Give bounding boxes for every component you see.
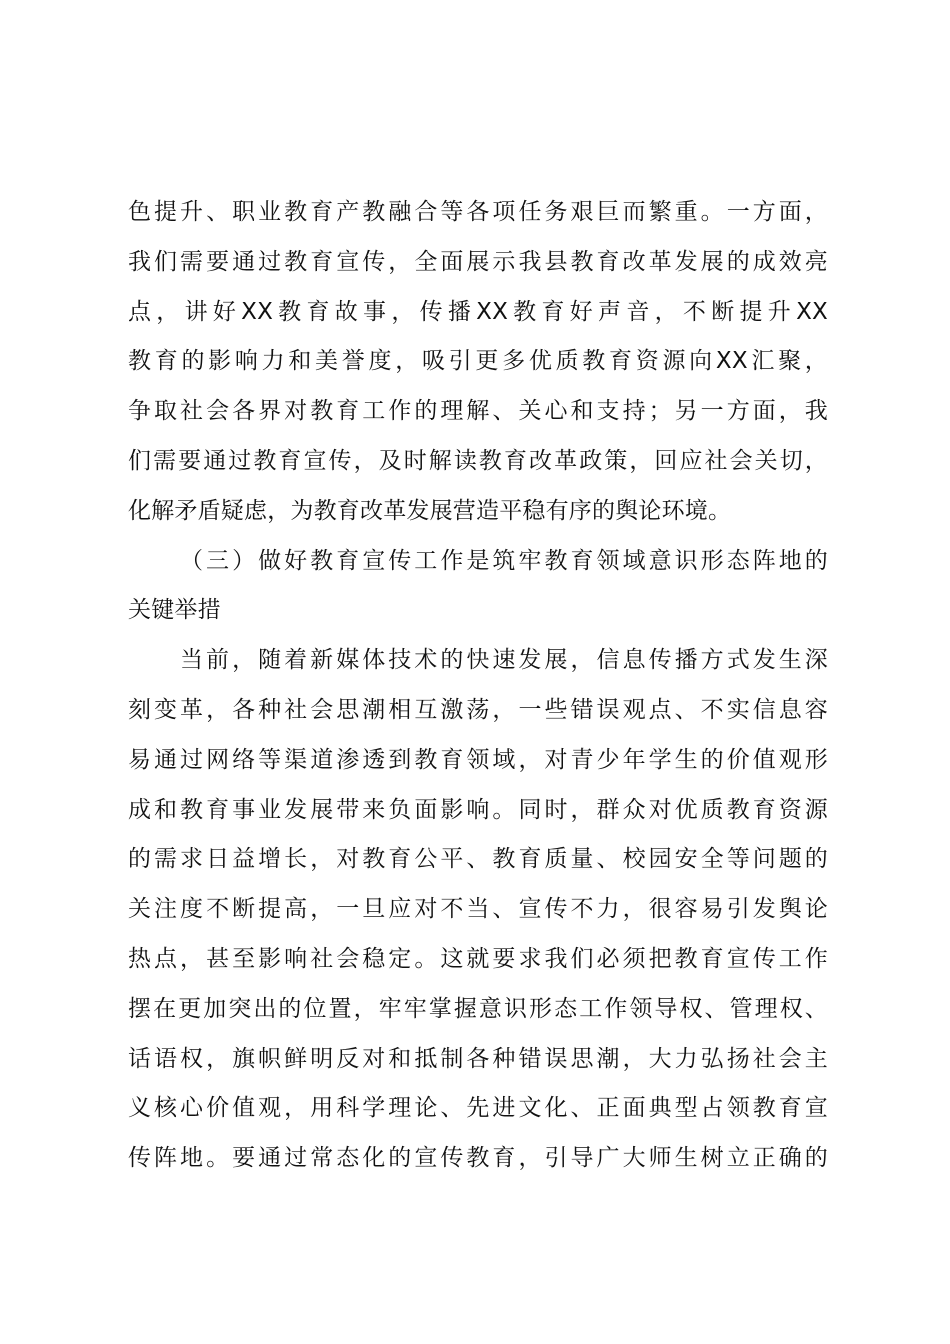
body-line: 易通过网络等渠道渗透到教育领域，对青少年学生的价值观形: [128, 746, 828, 773]
body-line: 成和教育事业发展带来负面影响。同时，群众对优质教育资源: [128, 796, 828, 823]
body-line: 话语权，旗帜鲜明反对和抵制各种错误思潮，大力弘扬社会主: [128, 1045, 828, 1072]
body-line: 传阵地。要通过常态化的宣传教育，引导广大师生树立正确的: [128, 1145, 828, 1172]
body-line: 的需求日益增长，对教育公平、教育质量、校园安全等问题的: [128, 846, 828, 873]
section-heading-line: 关键举措: [128, 597, 221, 624]
body-line: 关注度不断提高，一旦应对不当、宣传不力，很容易引发舆论: [128, 896, 828, 923]
body-line: 义核心价值观，用科学理论、先进文化、正面典型占领教育宣: [128, 1095, 828, 1122]
body-line: 刻变革，各种社会思潮相互激荡，一些错误观点、不实信息容: [128, 696, 828, 723]
body-line: 摆在更加突出的位置，牢牢掌握意识形态工作领导权、管理权、: [128, 995, 828, 1022]
body-line: 教育的影响力和美誉度，吸引更多优质教育资源向XX汇聚，: [128, 348, 828, 375]
body-line: 争取社会各界对教育工作的理解、关心和支持；另一方面，我: [128, 398, 828, 425]
body-line: 色提升、职业教育产教融合等各项任务艰巨而繁重。一方面，: [128, 199, 828, 225]
document-body: [128, 188, 828, 1184]
body-line: 点，讲好XX教育故事，传播XX教育好声音，不断提升XX: [128, 298, 828, 325]
body-line: 我们需要通过教育宣传，全面展示我县教育改革发展的成效亮: [128, 248, 828, 275]
body-line: 们需要通过教育宣传，及时解读教育改革政策，回应社会关切，: [128, 447, 828, 474]
body-line: 化解矛盾疑虑，为教育改革发展营造平稳有序的舆论环境。: [128, 497, 732, 524]
body-line: 热点，甚至影响社会稳定。这就要求我们必须把教育宣传工作: [128, 945, 828, 972]
section-heading-line: （三）做好教育宣传工作是筑牢教育领域意识形态阵地的: [180, 547, 828, 574]
body-line: 当前，随着新媒体技术的快速发展，信息传播方式发生深: [180, 647, 828, 674]
